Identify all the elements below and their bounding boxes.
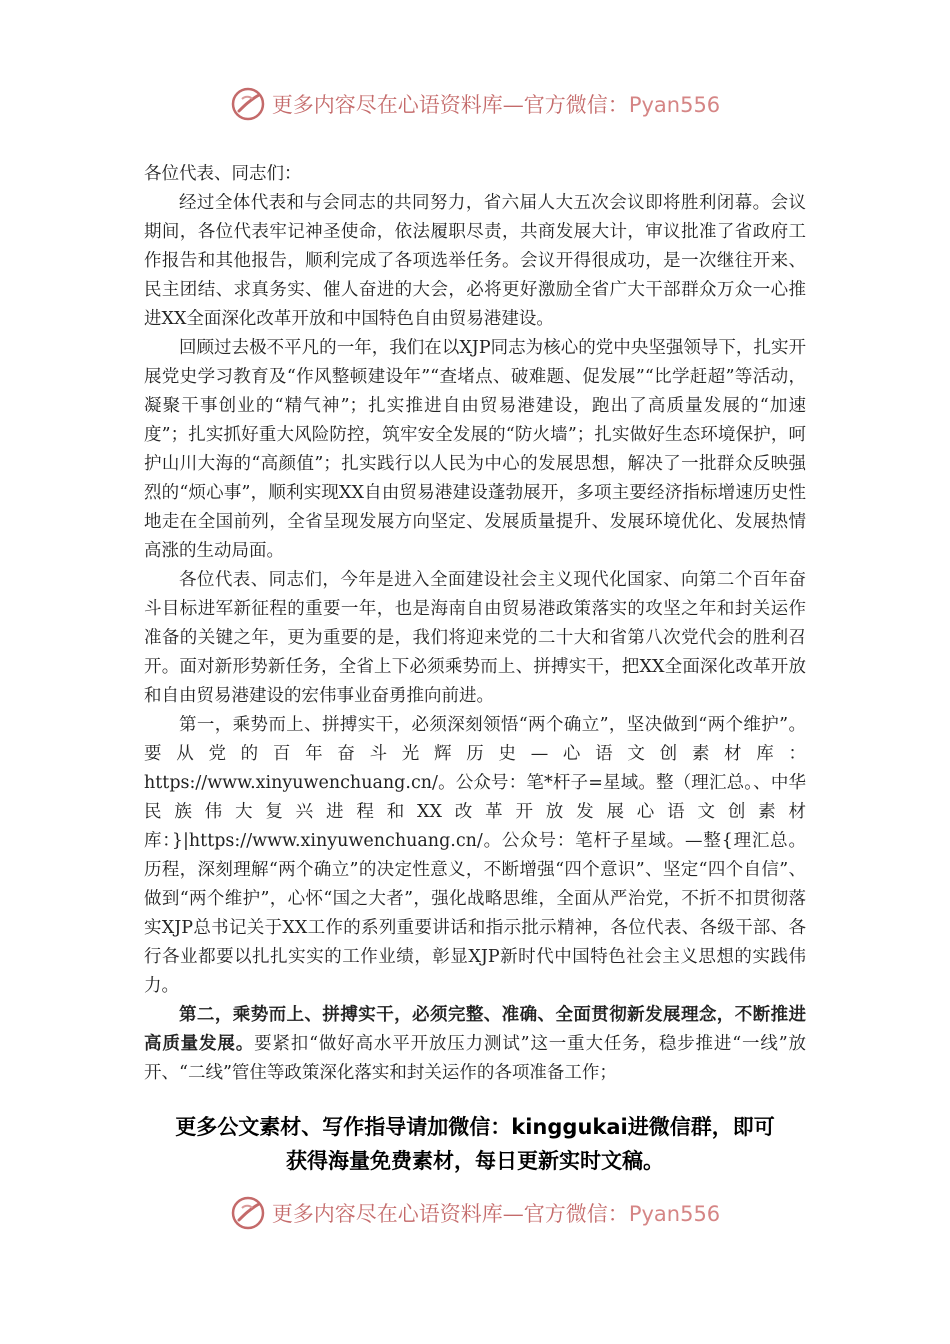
paragraph-5-text: 要紧扣“做好高水平开放压力测试”这一重大任务，稳步推进“一线”放开、“二线”管住等政策深化落实和封关运作的各项准备工作； (144, 1034, 806, 1083)
header-banner (0, 84, 950, 124)
salutation: 各位代表、同志们： (144, 164, 302, 184)
banner-text: 更多内容尽在心语资料库—官方微信：Pyan556 (271, 93, 721, 117)
promo-notice (0, 1110, 950, 1178)
footer-banner (0, 1193, 950, 1233)
promo-line-1: 更多公文素材、写作指导请加微信：kinggukai进微信群，即可 (175, 1115, 775, 1139)
paragraph-3: 各位代表、同志们，今年是进入全面建设社会主义现代化国家、向第二个百年奋斗目标进军新征程的重要一年，也是海南自由贸易港政策落实的攻坚之年和封关运作准备的关键之年，更为重要的是，我们将迎来党的二十大和省第八次党代会的胜利召开。面对新形势新任务，全省上下必须乘势而上、拼搏实干，把XX全面深化改革开放和自由贸易港建设的宏伟事业奋勇推向前进。 (144, 570, 806, 706)
paragraph-1: 经过全体代表和与会同志的共同努力，省六届人大五次会议即将胜利闭幕。会议期间，各位代表牢记神圣使命，依法履职尽责，共商发展大计，审议批准了省政府工作报告和其他报告，顺利完成了各项选举任务。会议开得很成功，是一次继往开来、民主团结、求真务实、催人奋进的大会，必将更好激励全省广大干部群众万众一心推进XX全面深化改革开放和中国特色自由贸易港建设。 (144, 193, 806, 329)
banner-text: 更多内容尽在心语资料库—官方微信：Pyan556 (271, 1202, 721, 1226)
paragraph-4: 第一，乘势而上、拼搏实干，必须深刻领悟“两个确立”，坚决做到“两个维护”。要从党的百年奋斗光辉历史—心语文创素材库：https://www.xinyuwenchuang.cn/。公众号：笔*杆子=星域。整（理汇总。、中华民族伟大复兴进程和XX改革开放发展心语文创素材库：}|https://www.xinyuwenchuang.cn/。公众号：笔杆子星域。—整{理汇总。历程，深刻理解“两个确立”的决定性意义，不断增强“四个意识”、坚定“四个自信”、做到“两个维护”，心怀“国之大者”，强化战略思维，全面从严治党，不折不扣贯彻落实XJP总书记关于XX工作的系列重要讲话和指示批示精神，各位代表、各级干部、各行各业都要以扎扎实实的工作业绩，彰显XJP新时代中国特色社会主义思想的实践伟力。 (144, 715, 806, 996)
promo-line-2: 获得海量免费素材，每日更新实时文稿。 (286, 1149, 664, 1173)
paragraph-5-heading: 第二，乘势而上、拼搏实干，必须完整、准确、全面贯彻新发展理念，不断推进高质量发展。 (144, 1005, 806, 1054)
logo-icon (230, 86, 266, 122)
paragraph-2: 回顾过去极不平凡的一年，我们在以XJP同志为核心的党中央坚强领导下，扎实开展党史学习教育及“作风整顿建设年”“查堵点、破难题、促发展”“比学赶超”等活动，凝聚干事创业的“精气神”；扎实推进自由贸易港建设，跑出了高质量发展的“加速度”；扎实抓好重大风险防控，筑牢安全发展的“防火墙”；扎实做好生态环境保护，呵护山川大海的“高颜值”；扎实践行以人民为中心的发展思想，解决了一批群众反映强烈的“烦心事”，顺利实现XX自由贸易港建设蓬勃展开，多项主要经济指标增速历史性地走在全国前列，全省呈现发展方向坚定、发展质量提升、发展环境优化、发展热情高涨的生动局面。 (144, 338, 806, 561)
paragraph-5 (144, 1001, 806, 1088)
logo-icon (230, 1195, 266, 1231)
document-body (144, 160, 806, 1088)
